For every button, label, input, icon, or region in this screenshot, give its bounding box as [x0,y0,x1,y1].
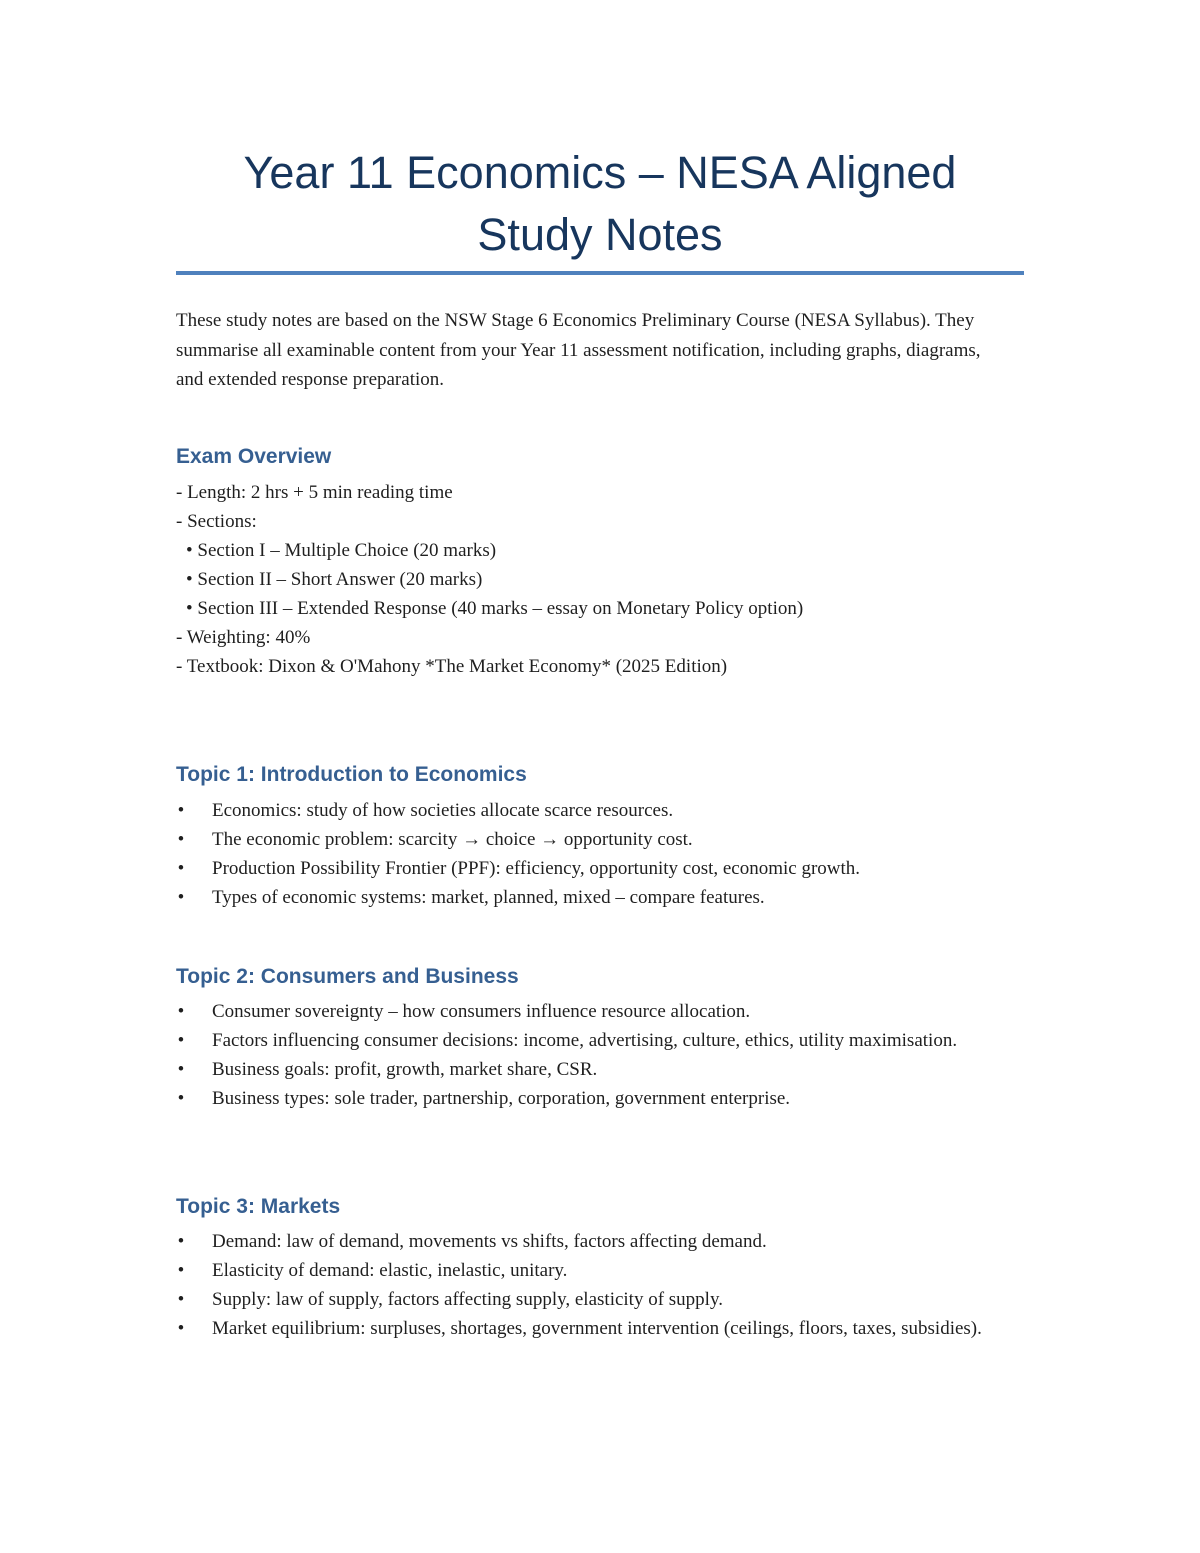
topic-1-heading: Topic 1: Introduction to Economics [176,763,527,786]
exam-overview-line: - Sections: [176,511,257,532]
exam-overview-line: • Section II – Short Answer (20 marks) [186,569,483,590]
intro-paragraph: These study notes are based on the NSW Stage 6 Economics Preliminary Course (NESA Syllabus). They summarise all examinable content from your Year 11 assessment notification, including graphs, diagrams, and extended response preparation. [176,310,981,390]
topic-2-heading: Topic 2: Consumers and Business [176,965,519,988]
list-item [176,883,1006,912]
list-item-text: Production Possibility Frontier (PPF): efficiency, opportunity cost, economic growth. [212,858,861,879]
list-item [176,1026,1006,1055]
list-item [176,1256,1006,1285]
exam-overview-line: • Section III – Extended Response (40 marks – essay on Monetary Policy option) [186,598,804,619]
list-item-text: The economic problem: scarcity → choice → opportunity cost. [212,829,693,850]
list-item [176,796,1006,825]
list-item-text: Market equilibrium: surpluses, shortages, government intervention (ceilings, floors, taxes, subsidies). [212,1318,982,1339]
bullet-icon: • [177,1289,185,1310]
title-line-2: Study Notes [477,209,723,260]
bullet-icon: • [177,800,185,821]
bullet-icon: • [177,1030,185,1051]
bullet-icon: • [177,1318,185,1339]
exam-overview-line: - Length: 2 hrs + 5 min reading time [176,482,453,503]
list-item-text: Business types: sole trader, partnership, corporation, government enterprise. [212,1088,791,1109]
topic-2-list [176,997,1006,1113]
bullet-icon: • [177,887,185,908]
list-item [176,1314,1006,1343]
list-item [176,825,1006,854]
title-underline [176,271,1024,275]
list-item-text: Elasticity of demand: elastic, inelastic, unitary. [212,1260,568,1281]
list-item-text: Business goals: profit, growth, market share, CSR. [212,1059,598,1080]
list-item-text: Factors influencing consumer decisions: income, advertising, culture, ethics, utility maximisation. [212,1030,958,1051]
title-line-1: Year 11 Economics – NESA Aligned [243,147,957,198]
list-item-text: Economics: study of how societies allocate scarce resources. [212,800,674,821]
exam-overview-heading: Exam Overview [176,445,332,468]
exam-overview-list [176,478,1016,681]
list-item-text: Types of economic systems: market, planned, mixed – compare features. [212,887,765,908]
bullet-icon: • [177,1260,185,1281]
bullet-icon: • [177,858,185,879]
list-item [176,997,1006,1026]
list-item-text: Consumer sovereignty – how consumers influence resource allocation. [212,1001,751,1022]
topic-3-list [176,1227,1006,1343]
exam-overview-line: • Section I – Multiple Choice (20 marks) [186,540,497,561]
list-item [176,1055,1006,1084]
topic-1-list [176,796,1006,912]
list-item [176,1285,1006,1314]
exam-overview-line: - Textbook: Dixon & O'Mahony *The Market Economy* (2025 Edition) [176,656,728,677]
bullet-icon: • [177,1088,185,1109]
bullet-icon: • [177,1059,185,1080]
document-title [176,142,1024,266]
list-item-text: Demand: law of demand, movements vs shifts, factors affecting demand. [212,1231,767,1252]
list-item [176,1227,1006,1256]
bullet-icon: • [177,1001,185,1022]
list-item [176,854,1006,883]
topic-3-heading: Topic 3: Markets [176,1195,341,1218]
list-item-text: Supply: law of supply, factors affecting supply, elasticity of supply. [212,1289,723,1310]
bullet-icon: • [177,1231,185,1252]
list-item [176,1084,1006,1113]
bullet-icon: • [177,829,185,850]
exam-overview-line: - Weighting: 40% [176,627,311,648]
